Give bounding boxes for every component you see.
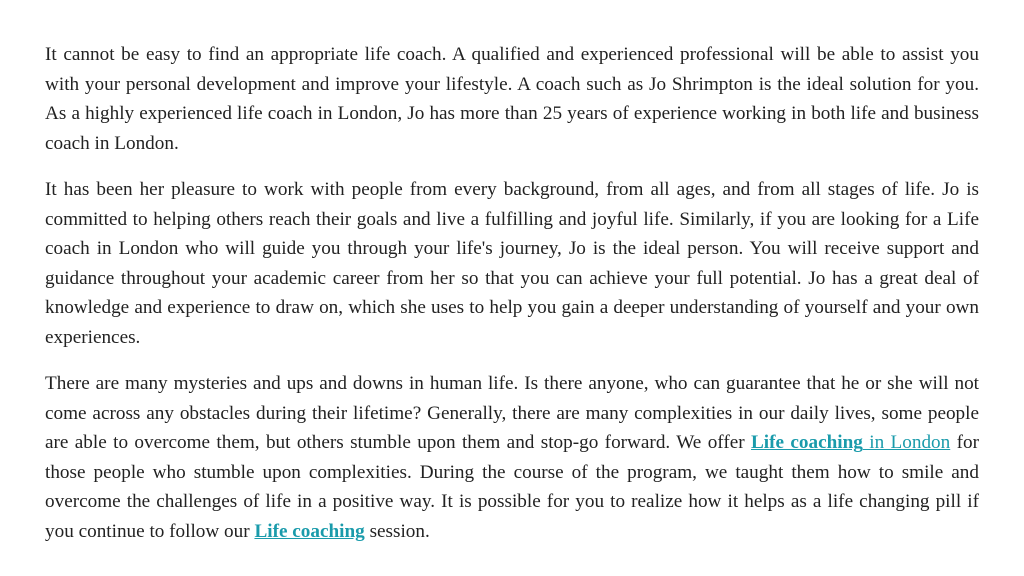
life-coaching-london-link[interactable] [751, 432, 863, 453]
paragraph-mysteries-text-2: for those people who stumble upon complexities. During the course of the program, we taught them how to smile and overcome the challenges of life in a positive way. It is possible for you to realize how it helps as a life changing pill if you continue to follow our [45, 432, 979, 542]
life-coaching-session-link[interactable] [254, 521, 364, 542]
life-coaching-link-bold-text[interactable]: Life coaching [751, 432, 863, 453]
paragraph-intro: It cannot be easy to find an appropriate life coach. A qualified and experienced professional will be able to assist you with your personal development and improve your lifestyle. A coach such as Jo Shrimpton is the ideal solution for you. As a highly experienced life coach in London, Jo has more than 25 years of experience working in both life and business coach in London. [45, 44, 979, 154]
paragraph-mysteries-text-3: session. [364, 520, 430, 542]
paragraph-background: It has been her pleasure to work with people from every background, from all ages, and from all stages of life. Jo is committed to helping others reach their goals and live a fulfilling and joyful life. Similarly, if you are looking for a Life coach in London who will guide you through your life's journey, Jo is the ideal person. You will receive support and guidance throughout your academic career from her so that you can achieve your full potential. Jo has a great deal of knowledge and experience to draw on, which she uses to help you gain a deeper understanding of yourself and your own experiences. [45, 179, 979, 348]
in-london-link-text[interactable]: in London [862, 432, 951, 453]
document-body [45, 40, 979, 563]
paragraph-mysteries [45, 369, 979, 546]
life-coaching-session-link-text[interactable]: Life coaching [254, 520, 365, 542]
in-london-link[interactable] [863, 432, 950, 453]
paragraph-mysteries-text-1: There are many mysteries and ups and downs in human life. Is there anyone, who can guarantee that he or she will not come across any obstacles during their lifetime? Generally, there are many complexities in our daily lives, some people are able to overcome them, but others stumble upon them and stop-go forward. We offer [45, 373, 979, 453]
